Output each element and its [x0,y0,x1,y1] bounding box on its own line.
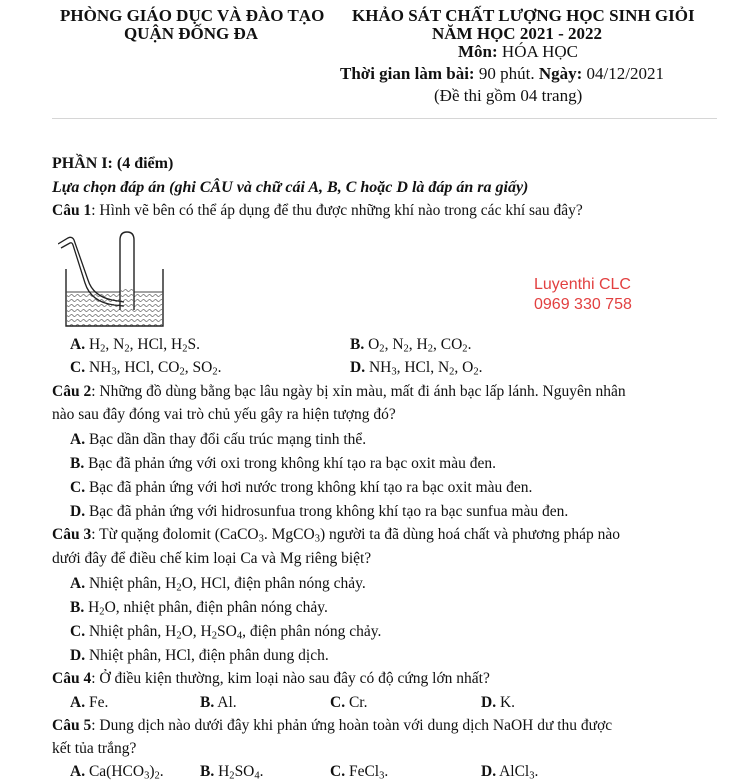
option-letter: D. [481,763,497,780]
q2-option-d [70,503,568,521]
q3-option-d [70,647,329,665]
time-line [340,64,664,84]
q4-option-b [200,694,237,712]
q2-option-b [70,455,496,473]
q5-option-d: D. AlCl$_3$. [481,763,539,782]
option-letter: C. [70,359,86,376]
question-text: : Dung dịch nào dưới đây khi phản ứng hoàn toàn với dung dịch NaOH dư thu được [91,717,613,734]
school-year: NĂM HỌC 2021 - 2022 [432,24,602,43]
option-letter: A. [70,763,86,780]
question-3: Câu 3: Từ quặng đolomit (CaCO$_3$. MgCO$_3$) người ta đã dùng hoá chất và phương pháp nào [52,526,621,545]
time-value: 90 phút. [478,64,535,83]
option-letter: A. [70,694,86,711]
q4-option-a [70,694,108,712]
option-letter: B. [70,455,85,472]
option-letter: D. [70,503,86,520]
option-letter: B. [200,763,215,780]
exam-title: KHẢO SÁT CHẤT LƯỢNG HỌC SINH GIỎI [352,6,695,25]
option-letter: A. [70,575,86,592]
option-text: Bạc đã phản ứng với hơi nước trong không khí tạo ra bạc oxit màu đen. [88,479,533,496]
option-text: Bạc dần dần thay đổi cấu trúc mạng tinh thể. [88,431,367,448]
option-letter: B. [200,694,215,711]
question-5 [52,717,612,735]
header-divider [52,118,717,119]
q2-option-a [70,431,366,449]
time-label: Thời gian làm bài: [340,64,475,83]
question-4 [52,670,490,688]
option-letter: C. [70,479,86,496]
option-text: Nhiệt phân, HCl, điện phân dung dịch. [88,647,329,664]
option-text: K. [499,694,516,711]
date-label: Ngày: [538,64,583,83]
option-letter: A. [70,431,86,448]
watermark-brand: Luyenthi CLC [534,276,631,293]
option-text: Bạc đã phản ứng với hidrosunfua trong không khí tạo ra bạc sunfua màu đen. [88,503,569,520]
option-letter: B. [350,336,365,353]
q2-option-c [70,479,532,497]
option-letter: D. [70,647,86,664]
option-letter: D. [350,359,366,376]
option-letter: D. [481,694,497,711]
option-letter: B. [70,599,85,616]
pages-note: (Đề thi gồm 04 trang) [434,86,583,105]
q5-option-b: B. $H_2SO_4$. [200,763,264,782]
question-label: Câu 3 [52,526,92,543]
q5-option-c: C. FeCl$_3$. [330,763,389,782]
q1-option-d: D. $NH_3$, HCl, $N_2$, $O_2$. [350,359,483,378]
question-label: Câu 5 [52,717,92,734]
option-text: Bạc đã phản ứng với oxi trong không khí tạo ra bạc oxit màu đen. [88,455,496,472]
q1-option-a: A. $H_2$, $N_2$, HCl, $H_2S$. [70,336,200,355]
question-label: Câu 1 [52,202,92,219]
question-3-cont: dưới đây để điều chế kim loại Ca và Mg riêng biệt? [52,550,372,567]
subject-line [458,42,578,62]
q3-option-c: C. Nhiệt phân, $H_2O$, $H_2SO_4$, điện phân nóng chảy. [70,623,382,642]
option-text: Cr. [348,694,368,711]
watermark-phone: 0969 330 758 [534,296,632,313]
section-title: PHẦN I: (4 điểm) [52,155,174,172]
department-name: PHÒNG GIÁO DỤC VÀ ĐÀO TẠO [60,6,325,25]
option-letter: C. [330,694,346,711]
option-letter: C. [70,623,86,640]
question-5-cont: kết tủa trắng? [52,740,137,757]
q1-option-c: C. $NH_3$, HCl, $CO_2$, $SO_2$. [70,359,222,378]
question-text: : Ở điều kiện thường, kim loại nào sau đây có độ cứng lớn nhất? [91,670,490,687]
question-text: : Những đồ dùng bằng bạc lâu ngày bị xỉn màu, mất đi ánh bạc lấp lánh. Nguyên nhân [91,383,626,400]
question-text: : Hình vẽ bên có thể áp dụng để thu được những khí nào trong các khí sau đây? [91,202,583,219]
option-text: Fe. [88,694,109,711]
district-name: QUẬN ĐỐNG ĐA [123,24,259,43]
option-text: Al. [217,694,237,711]
q3-option-a: A. Nhiệt phân, $H_2O$, HCl, điện phân nóng chảy. [70,575,366,594]
gas-collection-apparatus-figure [58,228,172,328]
question-label: Câu 4 [52,670,92,687]
subject-label: Môn: [458,42,498,61]
q5-option-a: A. $Ca(HCO_3)_2$. [70,763,164,782]
q4-option-c [330,694,367,712]
subject-value: HÓA HỌC [501,42,578,61]
option-letter: C. [330,763,346,780]
q3-option-b: B. $H_2O$, nhiệt phân, điện phân nóng chảy. [70,599,328,618]
question-2 [52,383,626,401]
section-instruction: Lựa chọn đáp án (ghi CÂU và chữ cái A, B, C hoặc D là đáp án ra giấy) [52,179,529,196]
q1-option-b: B. $O_2$, $N_2$, $H_2$, $CO_2$. [350,336,472,355]
question-2-cont: nào sau đây đóng vai trò chủ yếu gây ra hiện tượng đó? [52,406,396,423]
question-label: Câu 2 [52,383,92,400]
q4-option-d [481,694,515,712]
option-letter: A. [70,336,86,353]
question-1 [52,202,583,220]
date-value: 04/12/2021 [586,64,664,83]
